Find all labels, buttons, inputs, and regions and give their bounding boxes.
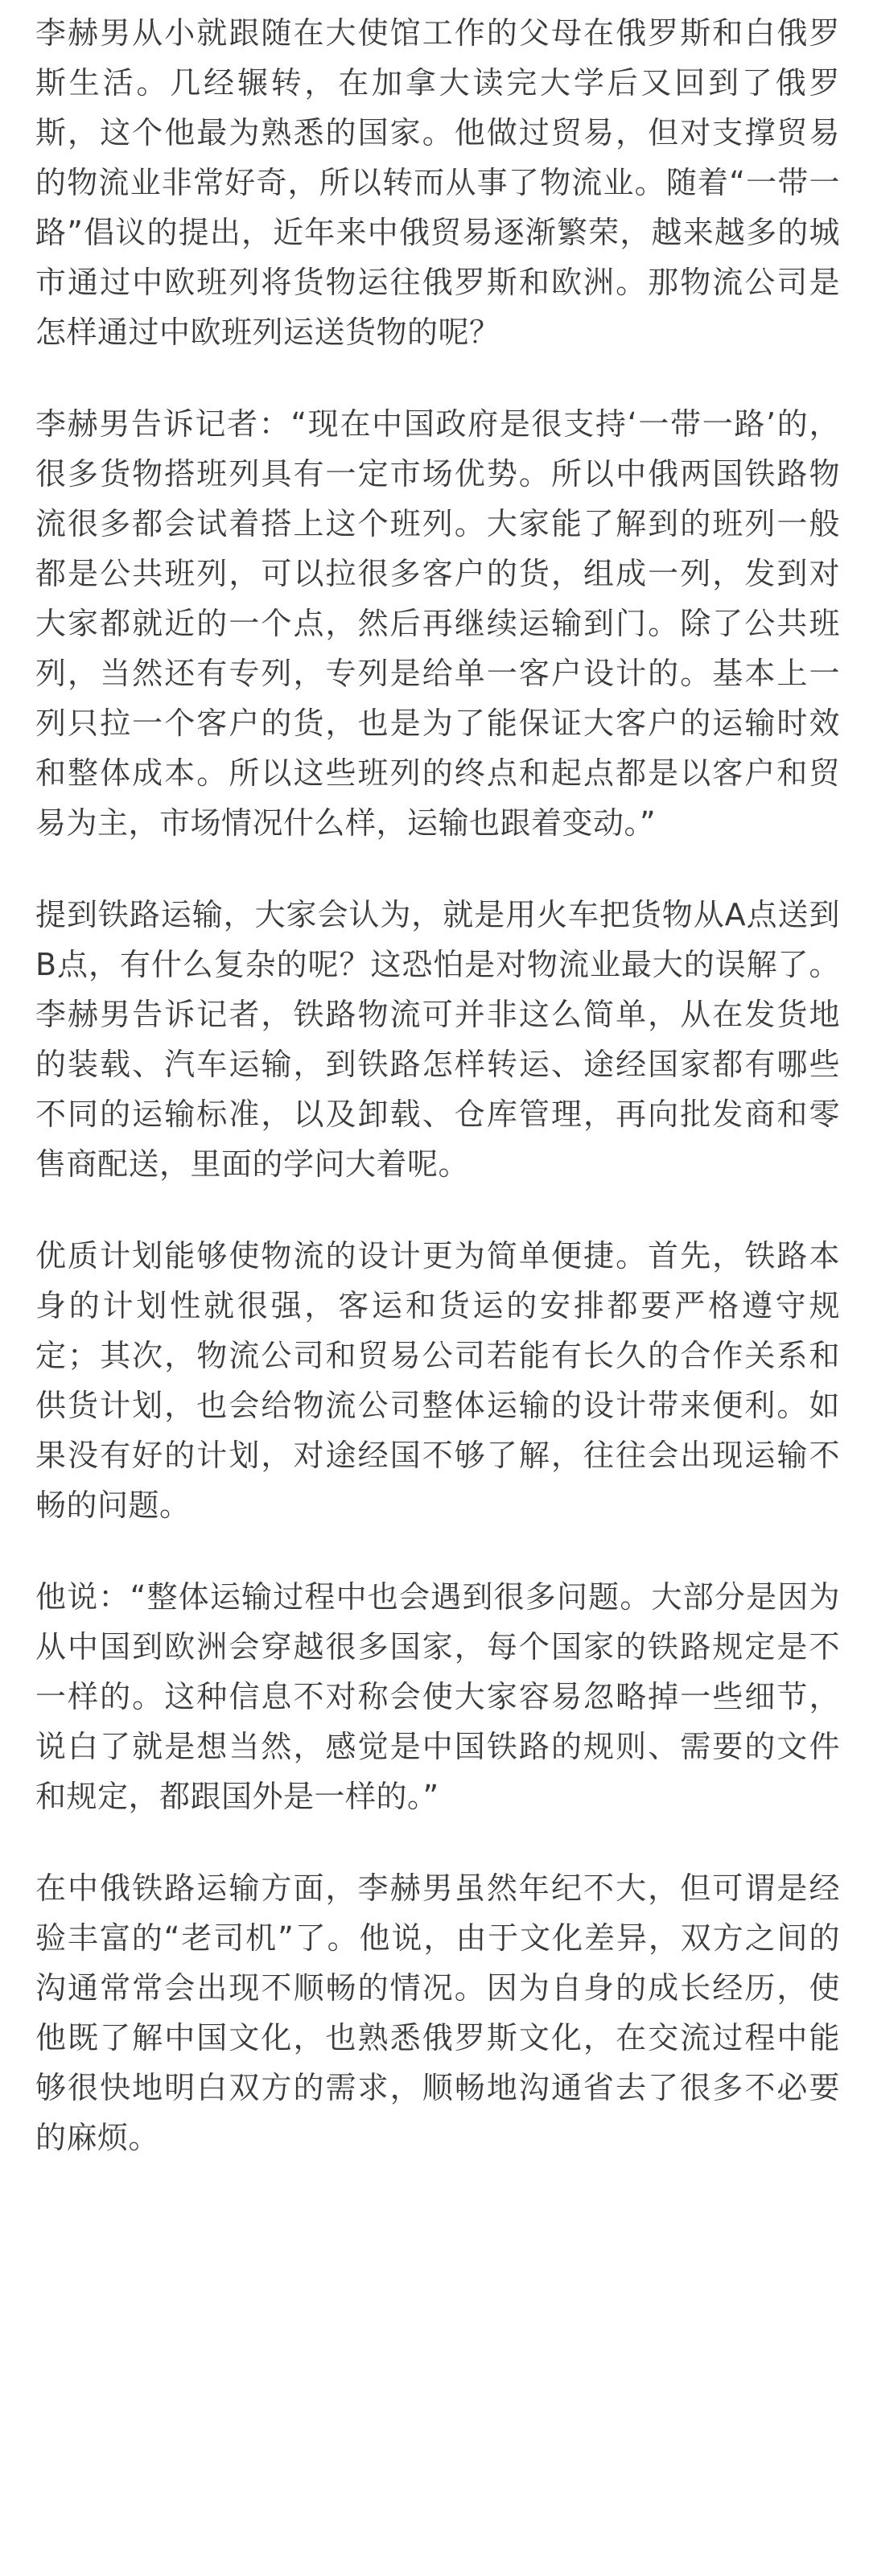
paragraph-1: 李赫男从小就跟随在大使馆工作的父母在俄罗斯和白俄罗斯生活。几经辗转，在加拿大读完大学后又回到了俄罗斯，这个他最为熟悉的国家。他做过贸易，但对支撑贸易的物流业非常好奇，所以转而从事了物流业。随着“一带一路”倡议的提出，近年来中俄贸易逐渐繁荣，越来越多的城市通过中欧班列将货物运往俄罗斯和欧洲。那物流公司是怎样通过中欧班列运送货物的呢？ [35,15,840,350]
paragraph-2: 李赫男告诉记者：“现在中国政府是很支持‘一带一路’的，很多货物搭班列具有一定市场优势。所以中俄两国铁路物流很多都会试着搭上这个班列。大家能了解到的班列一般都是公共班列，可以拉很多客户的货，组成一列，发到对大家都就近的一个点，然后再继续运输到门。除了公共班列，当然还有专列，专列是给单一客户设计的。基本上一列只拉一个客户的货，也是为了能保证大客户的运输时效和整体成本。所以这些班列的终点和起点都是以客户和贸易为主，市场情况什么样，运输也跟着变动。” [35,406,840,841]
article-body [35,8,840,2204]
paragraph-3: 提到铁路运输，大家会认为，就是用火车把货物从A点送到B点，有什么复杂的呢？这恐怕是对物流业最大的误解了。李赫男告诉记者，铁路物流可并非这么简单，从在发货地的装载、汽车运输，到铁路怎样转运、途经国家都有哪些不同的运输标准，以及卸载、仓库管理，再向批发商和零售商配送，里面的学问大着呢。 [35,897,840,1182]
paragraph-5: 他说：“整体运输过程中也会遇到很多问题。大部分是因为从中国到欧洲会穿越很多国家，每个国家的铁路规定是不一样的。这种信息不对称会使大家容易忽略掉一些细节，说白了就是想当然，感觉是中国铁路的规则、需要的文件和规定，都跟国外是一样的。” [35,1579,840,1814]
paragraph-4: 优质计划能够使物流的设计更为简单便捷。首先，铁路本身的计划性就很强，客运和货运的安排都要严格遵守规定；其次，物流公司和贸易公司若能有长久的合作关系和供货计划，也会给物流公司整体运输的设计带来便利。如果没有好的计划，对途经国不够了解，往往会出现运输不畅的问题。 [35,1238,840,1523]
paragraph-6: 在中俄铁路运输方面，李赫男虽然年纪不大，但可谓是经验丰富的“老司机”了。他说，由于文化差异，双方之间的沟通常常会出现不顺畅的情况。因为自身的成长经历，使他既了解中国文化，也熟悉俄罗斯文化，在交流过程中能够很快地明白双方的需求，顺畅地沟通省去了很多不必要的麻烦。 [35,1870,840,2155]
